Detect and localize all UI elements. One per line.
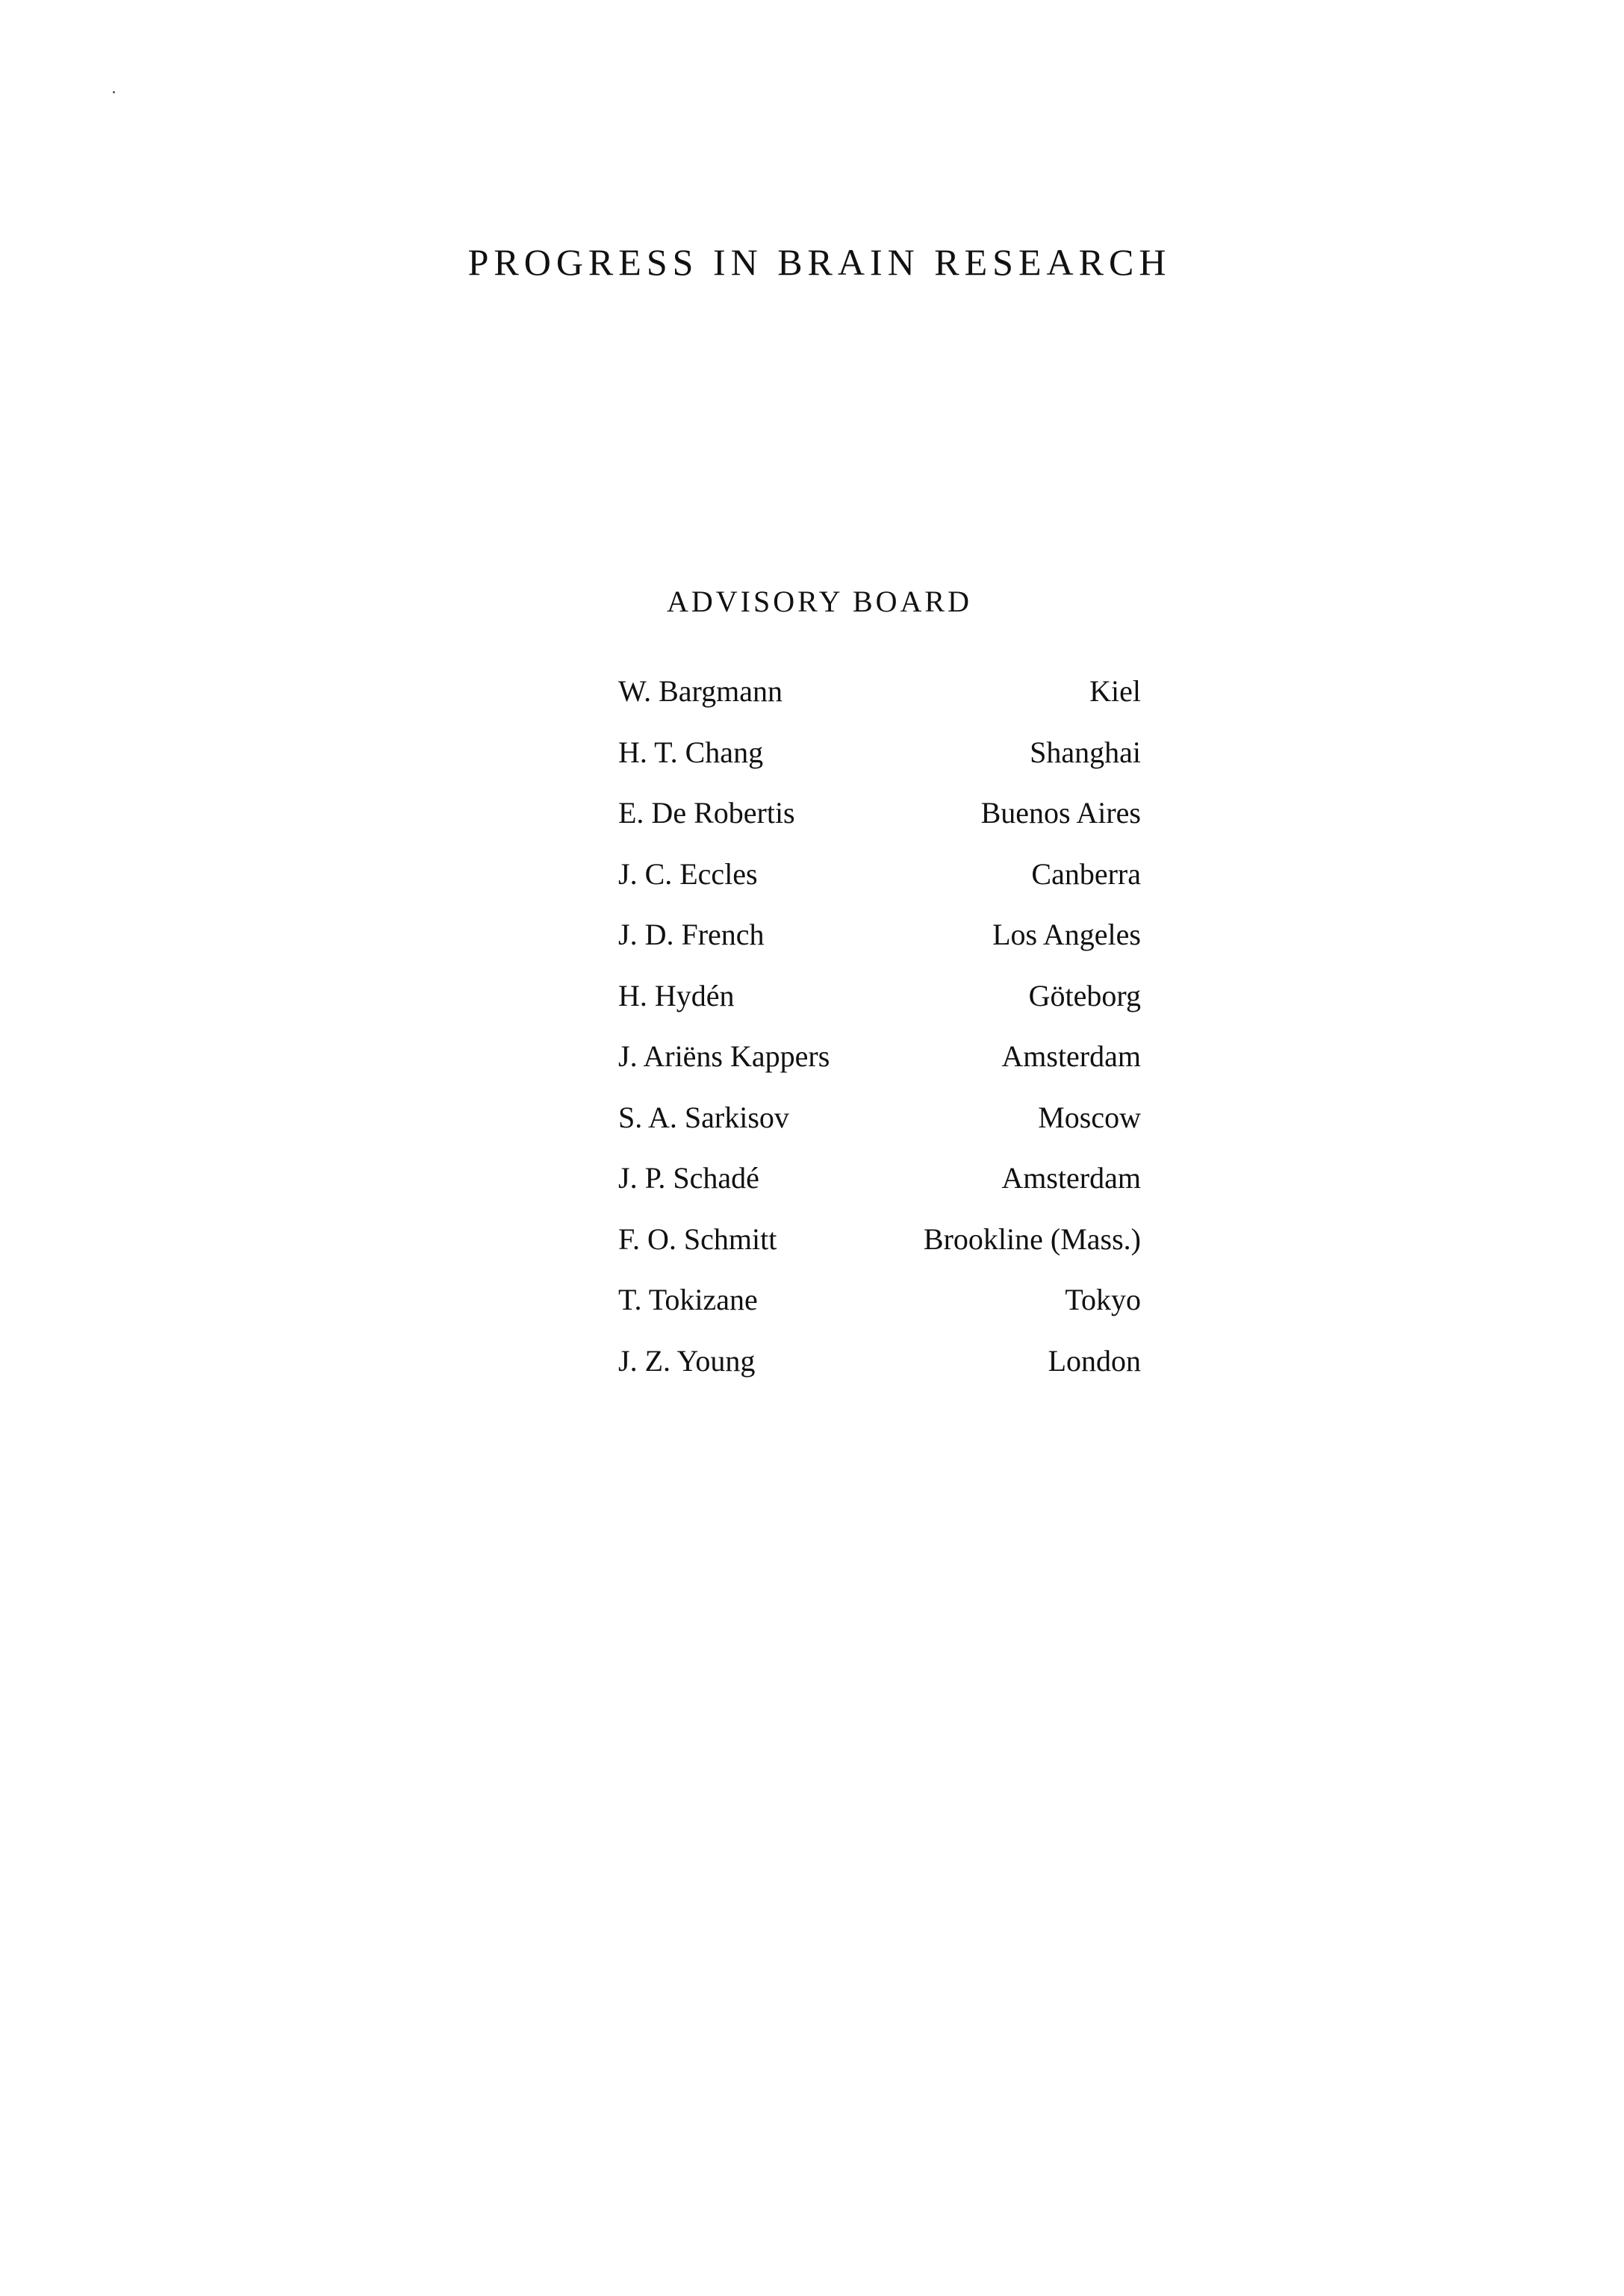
board-member-row (618, 1217, 1141, 1278)
member-city: Tokyo (1065, 1283, 1141, 1316)
board-member-row (618, 1339, 1141, 1400)
board-member-row (618, 974, 1141, 1035)
board-member-row (618, 912, 1141, 974)
member-city: Shanghai (1030, 735, 1141, 769)
member-name: E. De Robertis (618, 796, 795, 830)
member-name: J. P. Schadé (618, 1161, 759, 1195)
member-name: J. C. Eccles (618, 856, 758, 891)
advisory-board-heading: ADVISORY BOARD (666, 585, 972, 618)
member-name: S. A. Sarkisov (618, 1100, 789, 1134)
member-city: Brookline (Mass.) (923, 1222, 1141, 1256)
member-city: Canberra (1031, 856, 1141, 891)
member-city: Moscow (1038, 1100, 1141, 1134)
member-city: Amsterdam (1001, 1161, 1141, 1195)
member-name: T. Tokizane (618, 1283, 758, 1316)
member-name: H. Hydén (618, 978, 735, 1012)
member-city: Buenos Aires (980, 796, 1141, 830)
board-member-row (618, 852, 1141, 913)
member-city: Göteborg (1028, 978, 1141, 1012)
member-name: W. Bargmann (618, 674, 783, 708)
series-title: PROGRESS IN BRAIN RESEARCH (467, 241, 1172, 283)
member-name: J. D. French (618, 918, 765, 951)
member-name: H. T. Chang (618, 735, 764, 769)
advisory-board-list (618, 669, 1141, 1399)
page-speck (113, 91, 115, 93)
member-city: Kiel (1089, 674, 1141, 708)
member-city: Los Angeles (992, 918, 1141, 951)
member-city: London (1048, 1343, 1141, 1378)
board-member-row (618, 791, 1141, 852)
member-city: Amsterdam (1001, 1039, 1141, 1073)
board-member-row (618, 730, 1141, 791)
board-member-row (618, 1278, 1141, 1339)
member-name: J. Z. Young (618, 1343, 756, 1378)
board-member-row (618, 1156, 1141, 1217)
board-member-row (618, 669, 1141, 730)
member-name: J. Ariëns Kappers (618, 1039, 830, 1073)
board-member-row (618, 1095, 1141, 1157)
member-name: F. O. Schmitt (618, 1222, 777, 1256)
board-member-row (618, 1034, 1141, 1095)
